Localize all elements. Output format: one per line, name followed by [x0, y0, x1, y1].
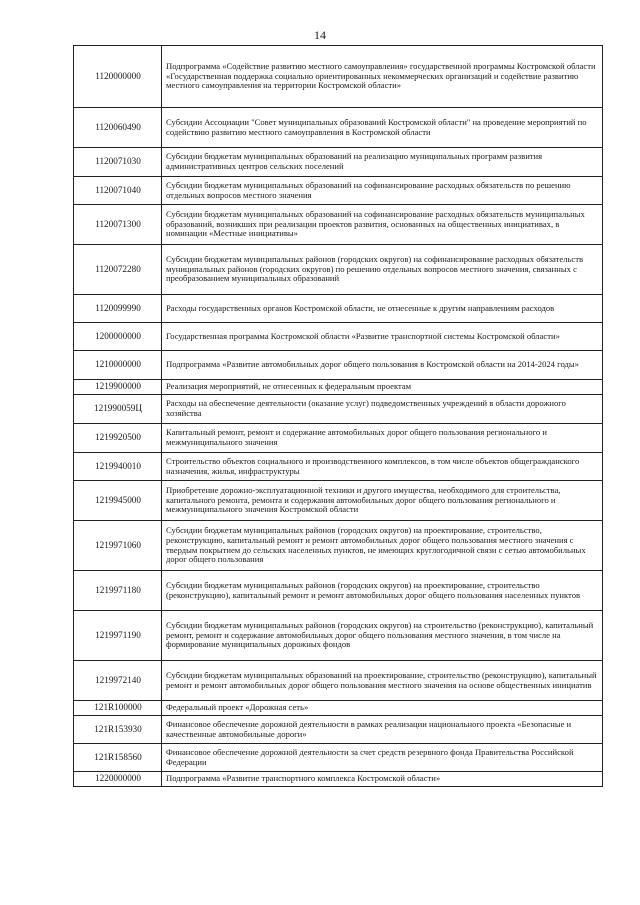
- row-name: Субсидии бюджетам муниципальных образований на софинансирование расходных обязательств по решению отдельных вопросов местного значения: [162, 177, 603, 205]
- row-name: Финансовое обеспечение дорожной деятельности в рамках реализации национального проекта «Безопасные и качественные автомобильные дороги»: [162, 716, 603, 744]
- table-row: [74, 380, 603, 395]
- table-row: [74, 661, 603, 701]
- row-code: 1120060490: [74, 108, 162, 148]
- row-code: 1220000000: [74, 772, 162, 787]
- row-name: Субсидии бюджетам муниципальных образований на реализацию муниципальных программ развития административных центров сельских поселений: [162, 148, 603, 177]
- row-code: 1120071040: [74, 177, 162, 205]
- row-name: Субсидии Ассоциации "Совет муниципальных образований Костромской области" на проведение мероприятий по содействию развитию местного самоуправления в Костромской области: [162, 108, 603, 148]
- row-code: 1120071030: [74, 148, 162, 177]
- table-row: [74, 177, 603, 205]
- table-row: [74, 611, 603, 661]
- row-name: Субсидии бюджетам муниципальных образований на софинансирование расходных обязательств муниципальных образований, возникших при реализации проектов развития, основанных на общественных инициативах, в номинации «Местные инициативы»: [162, 205, 603, 245]
- table-row: [74, 395, 603, 424]
- row-code: 1120099990: [74, 295, 162, 323]
- row-code: 1120072280: [74, 245, 162, 295]
- row-name: Субсидии бюджетам муниципальных образований на проектирование, строительство (реконструкцию), капитальный ремонт и ремонт автомобильных дорог общего пользования местного значения на основе общественных инициатив: [162, 661, 603, 701]
- row-name: Субсидии бюджетам муниципальных районов (городских округов) на проектирование, строительство, реконструкцию, капитальный ремонт и ремонт автомобильных дорог общего пользования местного значения с твердым покрытием до сельских населенных пунктов, не имеющих круглогодичной связи с сетью автомобильных дорог общего пользования: [162, 521, 603, 571]
- row-code: 121990059Ц: [74, 395, 162, 424]
- row-code: 1219971180: [74, 571, 162, 611]
- row-code: 1219945000: [74, 481, 162, 521]
- row-name: Приобретение дорожно-эксплуатационной техники и другого имущества, необходимого для строительства, капитального ремонта, ремонта и содержания автомобильных дорог общего пользования регионального и межмуниципального значения Костромской области: [162, 481, 603, 521]
- row-code: 1219972140: [74, 661, 162, 701]
- row-code: 1219940010: [74, 453, 162, 481]
- row-name: Реализация мероприятий, не отнесенных к федеральным проектам: [162, 380, 603, 395]
- row-name: Подпрограмма «Развитие автомобильных дорог общего пользования в Костромской области на 2014-2024 годы»: [162, 351, 603, 380]
- row-code: 121R153930: [74, 716, 162, 744]
- row-code: 1120071300: [74, 205, 162, 245]
- row-code: 121R100000: [74, 701, 162, 716]
- row-name: Строительство объектов социального и производственного комплексов, в том числе объектов общегражданского назначения, жилья, инфраструктуры: [162, 453, 603, 481]
- row-code: 1219971190: [74, 611, 162, 661]
- table-row: [74, 481, 603, 521]
- table-row: [74, 46, 603, 108]
- row-name: Расходы на обеспечение деятельности (оказание услуг) подведомственных учреждений в области дорожного хозяйства: [162, 395, 603, 424]
- row-code: 1219920500: [74, 424, 162, 453]
- row-code: 1219900000: [74, 380, 162, 395]
- table-row: [74, 772, 603, 787]
- row-code: 1120000000: [74, 46, 162, 108]
- table-row: [74, 351, 603, 380]
- table-row: [74, 148, 603, 177]
- table-row: [74, 323, 603, 351]
- table-row: [74, 744, 603, 772]
- row-name: Субсидии бюджетам муниципальных районов (городских округов) на проектирование, строительство (реконструкцию), капитальный ремонт и ремонт автомобильных дорог общего пользования населенных пунктов: [162, 571, 603, 611]
- row-name: Субсидии бюджетам муниципальных районов (городских округов) на строительство (реконструкцию), капитальный ремонт, ремонт и содержание автомобильных дорог общего пользования местного значения, в том числе на формирование муниципальных дорожных фондов: [162, 611, 603, 661]
- row-name: Подпрограмма «Содействие развитию местного самоуправления» государственной программы Костромской области «Государственная поддержка социально ориентированных некоммерческих организаций и содействие развитию местного самоуправления на территории Костромской области»: [162, 46, 603, 108]
- table-row: [74, 701, 603, 716]
- row-code: 1210000000: [74, 351, 162, 380]
- row-code: 1219971060: [74, 521, 162, 571]
- budget-codes-table: [73, 45, 603, 787]
- table-row: [74, 245, 603, 295]
- row-name: Подпрограмма «Развитие транспортного комплекса Костромской области»: [162, 772, 603, 787]
- row-name: Капитальный ремонт, ремонт и содержание автомобильных дорог общего пользования регионального и межмуниципального значения: [162, 424, 603, 453]
- table-row: [74, 453, 603, 481]
- row-name: Финансовое обеспечение дорожной деятельности за счет средств резервного фонда Правительства Российской Федерации: [162, 744, 603, 772]
- row-name: Расходы государственных органов Костромской области, не отнесенные к другим направлениям расходов: [162, 295, 603, 323]
- table-row: [74, 205, 603, 245]
- row-name: Федеральный проект «Дорожная сеть»: [162, 701, 603, 716]
- table-row: [74, 295, 603, 323]
- table-row: [74, 521, 603, 571]
- table-row: [74, 571, 603, 611]
- row-name: Государственная программа Костромской области «Развитие транспортной системы Костромской области»: [162, 323, 603, 351]
- row-code: 121R158560: [74, 744, 162, 772]
- page-number: 14: [314, 28, 326, 42]
- table-row: [74, 108, 603, 148]
- table-row: [74, 424, 603, 453]
- row-name: Субсидии бюджетам муниципальных районов (городских округов) на софинансирование расходных обязательств муниципальных районов (городских округов) по решению отдельных вопросов местного значения, связанных с преобразованием муниципальных образований: [162, 245, 603, 295]
- table-row: [74, 716, 603, 744]
- row-code: 1200000000: [74, 323, 162, 351]
